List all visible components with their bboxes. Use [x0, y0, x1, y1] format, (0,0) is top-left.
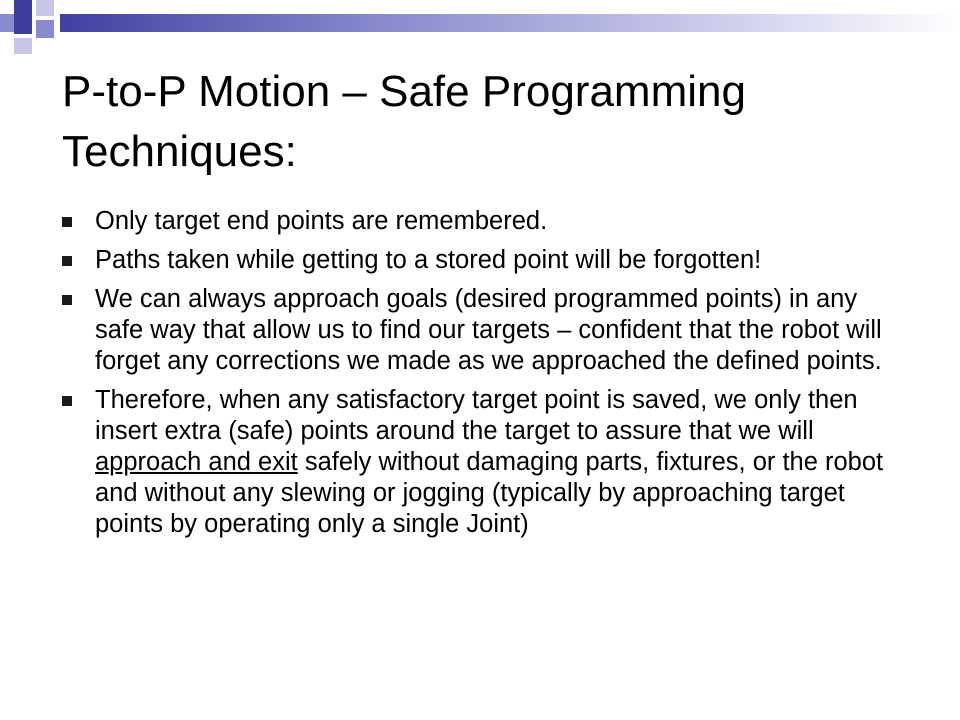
bullet-square-icon: [62, 256, 72, 266]
bullet-square-icon: [62, 217, 72, 227]
decor-square: [14, 38, 32, 54]
bullet-item: [62, 284, 910, 377]
underlined-phrase: approach and exit: [95, 448, 298, 476]
bullet-square-icon: [62, 295, 72, 305]
header-gradient-bar: [60, 14, 960, 32]
decor-square: [36, 20, 54, 38]
bullet-list: [62, 206, 910, 548]
bullet-text-after: safely without damaging parts, fixtures, or the robot and without any slewing or jogging (typically by approaching target points by operating only a single Joint): [95, 448, 884, 538]
decor-square: [0, 14, 14, 32]
bullet-text: Paths taken while getting to a stored point will be forgotten!: [95, 246, 762, 274]
bullet-item: [62, 245, 910, 276]
bullet-square-icon: [62, 396, 72, 406]
bullet-item: [62, 385, 910, 540]
decor-square: [14, 16, 32, 34]
decor-square: [36, 0, 54, 16]
bullet-text-before: Therefore, when any satisfactory target point is saved, we only then insert extra (safe) points around the target to assure that we will: [95, 386, 858, 445]
bullet-text: We can always approach goals (desired programmed points) in any safe way that allow us to find our targets – confident that the robot will forget any corrections we made as we approached the defined points.: [95, 285, 882, 375]
bullet-item: [62, 206, 910, 237]
bullet-text: Only target end points are remembered.: [95, 207, 548, 235]
decor-square: [14, 0, 32, 16]
slide-title: P-to-P Motion – Safe Programming Techniques:: [62, 67, 746, 176]
